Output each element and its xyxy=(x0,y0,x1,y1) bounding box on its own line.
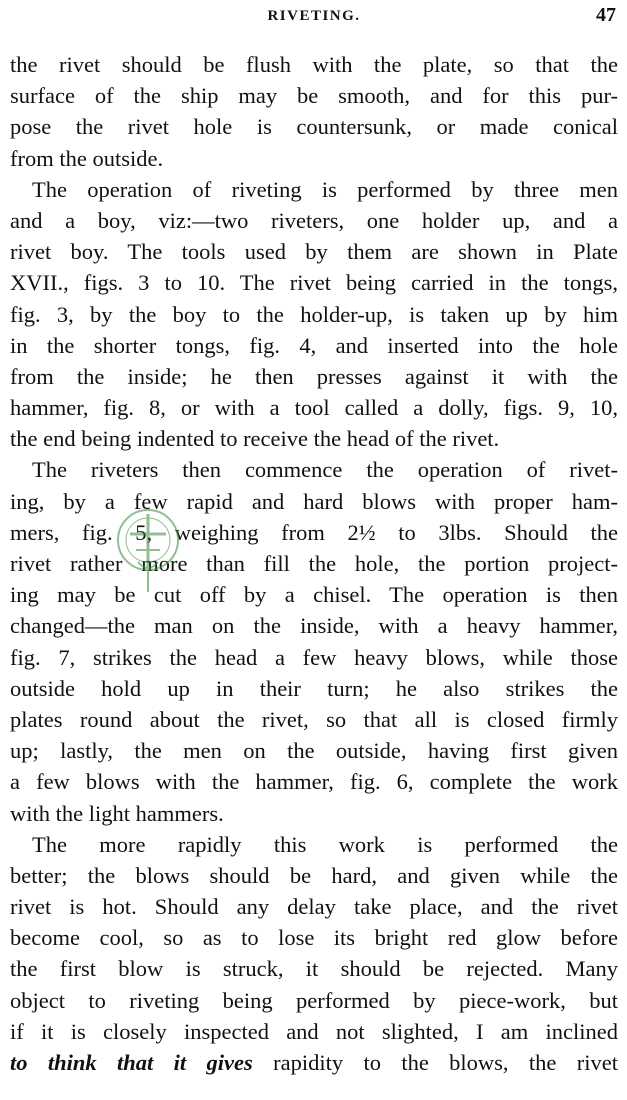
text-line: The operation of riveting is performed by three men xyxy=(32,176,618,202)
text-line: become cool, so as to lose its bright red glow before xyxy=(10,925,618,951)
text-line: rivet boy. The tools used by them are shown in Plate xyxy=(10,239,618,265)
text-line: The more rapidly this work is performed the xyxy=(32,831,618,857)
text-line: up; lastly, the men on the outside, having first given xyxy=(10,738,618,764)
text-line: with the light hammers. xyxy=(10,800,224,826)
text-line: and a boy, viz:—two riveters, one holder up, and a xyxy=(10,207,618,233)
text-line: a few blows with the hammer, fig. 6, complete the work xyxy=(10,769,618,795)
text-line: surface of the ship may be smooth, and for this pur- xyxy=(10,83,618,109)
body-text xyxy=(10,49,618,1078)
text-line: mers, fig. 5, weighing from 2½ to 3lbs. Should the xyxy=(10,519,618,545)
text-line: fig. 3, by the boy to the holder-up, is taken up by him xyxy=(10,301,618,327)
text-line: ing may be cut off by a chisel. The operation is then xyxy=(10,582,618,608)
text-line: from the inside; he then presses against it with the xyxy=(10,363,618,389)
text-line: rivet rather more than fill the hole, the portion project- xyxy=(10,551,618,576)
text-line: changed—the man on the inside, with a heavy hammer, xyxy=(10,613,618,639)
text-line: object to riveting being performed by piece-work, but xyxy=(10,987,618,1013)
page-number: 47 xyxy=(596,4,616,26)
text-line: pose the rivet hole is countersunk, or made conical xyxy=(10,114,618,140)
text-line: better; the blows should be hard, and given while the xyxy=(10,862,618,888)
text-line: fig. 7, strikes the head a few heavy blows, while those xyxy=(10,644,618,670)
text-line: plates round about the rivet, so that all is closed firmly xyxy=(10,706,618,732)
running-head: RIVETING. xyxy=(267,8,361,24)
text-line xyxy=(10,1047,618,1078)
text-line: XVII., figs. 3 to 10. The rivet being carried in the tongs, xyxy=(10,270,618,296)
text-line: if it is closely inspected and not slighted, I am inclined xyxy=(10,1018,618,1044)
text-line: the first blow is struck, it should be rejected. Many xyxy=(10,956,618,982)
text-run: rapidity to the blows, the rivet xyxy=(252,1050,618,1075)
text-line: The riveters then commence the operation of rivet- xyxy=(32,457,618,483)
text-line: outside hold up in their turn; he also strikes the xyxy=(10,675,618,701)
text-line: rivet is hot. Should any delay take place, and the rivet xyxy=(10,894,618,920)
text-line: ing, by a few rapid and hard blows with proper ham- xyxy=(10,488,618,514)
text-line: from the outside. xyxy=(10,145,164,171)
library-stamp-icon xyxy=(108,500,188,600)
text-line: the end being indented to receive the head of the rivet. xyxy=(10,426,500,452)
text-line: hammer, fig. 8, or with a tool called a dolly, figs. 9, 10, xyxy=(10,395,618,421)
text-line: the rivet should be flush with the plate, so that the xyxy=(10,52,618,77)
page-header xyxy=(10,4,618,28)
text-line: in the shorter tongs, fig. 4, and inserted into the hole xyxy=(10,332,618,358)
italic-run: to think that it gives xyxy=(10,1050,253,1075)
